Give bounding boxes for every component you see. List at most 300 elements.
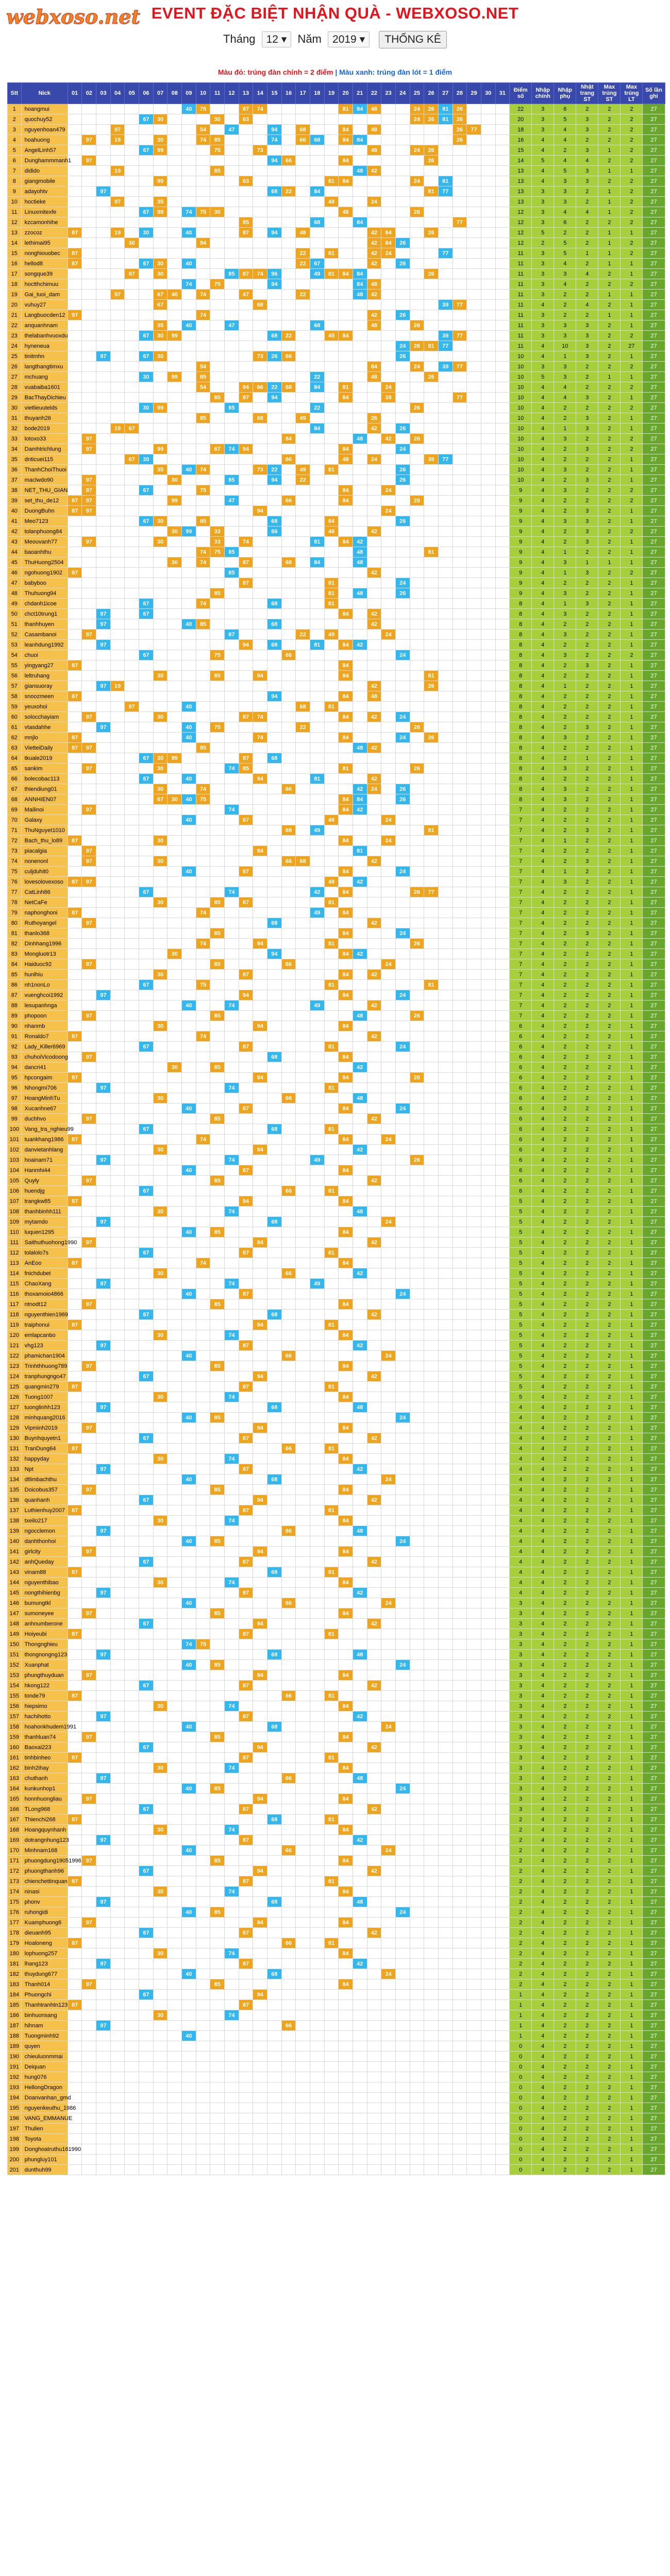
day-cell [395,1227,410,1238]
day-cell [424,846,439,856]
nick-link[interactable]: nguyenthien1969 [21,1310,68,1320]
nick-link[interactable]: yingyang27 [21,660,68,671]
nick-link[interactable]: solocchayiam [21,712,68,722]
day-cell [82,1258,96,1268]
day-cell: 67 [139,774,154,784]
stat-cell: 2 [598,1083,621,1093]
nick-link[interactable]: chuhoiVicodoong [21,1052,68,1062]
nick-link[interactable]: Galaxy [21,815,68,825]
day-cell [467,1165,481,1176]
day-cell [296,743,310,753]
nick-link[interactable]: nhanmb [21,1021,68,1031]
day-cell [424,1279,439,1289]
nick-link[interactable]: langthangtimxu [21,362,68,372]
day-cell: 81 [339,382,353,393]
stat-cell: 27 [643,928,665,939]
nick-link[interactable]: thuyanh26 [21,413,68,423]
nick-link[interactable]: Casambanoi [21,630,68,640]
nick-link[interactable]: vuabaiba1601 [21,382,68,393]
nick-link[interactable]: Xucanhne67 [21,1104,68,1114]
day-cell [125,166,139,176]
day-cell [424,588,439,599]
day-cell [267,217,282,228]
day-cell [167,238,182,248]
day-cell [481,1310,495,1320]
nick-link[interactable]: set_thu_de12 [21,496,68,506]
nick-link[interactable]: Meo7123 [21,516,68,527]
day-cell [453,1145,467,1155]
day-cell [82,228,96,238]
stat-cell: 4 [532,1238,554,1248]
nick-link[interactable]: luquen1295 [21,1227,68,1238]
nick-link[interactable]: thelabanhvuoxdu [21,331,68,341]
day-cell [353,1031,367,1042]
nick-link[interactable]: vuhuy27 [21,300,68,310]
stat-cell: 2 [598,125,621,135]
nick-link[interactable]: zzocoz [21,228,68,238]
day-cell [281,228,296,238]
stat-cell: 6 [510,1042,532,1052]
nick-link[interactable]: Meouvanh77 [21,537,68,547]
nick-link[interactable]: Lady_Killer6969 [21,1042,68,1052]
day-cell [167,743,182,753]
nick-link[interactable]: Damhtrichlung [21,444,68,454]
day-cell [210,1042,225,1052]
day-cell [410,310,424,320]
day-cell: 30 [153,1268,167,1279]
nick-link[interactable]: Mailinoi [21,805,68,815]
stat-cell: 1 [621,269,643,279]
day-cell [139,1289,154,1299]
nick-link[interactable]: quochuy52 [21,114,68,125]
day-cell [395,104,410,114]
nick-link[interactable]: snoozmeen [21,691,68,702]
day-cell [210,1320,225,1330]
nick-link[interactable]: dancri41 [21,1062,68,1073]
nick-link[interactable]: hoahuong [21,135,68,145]
nick-link[interactable]: AngelLinh57 [21,145,68,156]
day-cell [281,743,296,753]
day-cell: 81 [424,187,439,197]
nick-link[interactable]: lovesolovexoso [21,877,68,887]
day-cell [125,1114,139,1124]
nick-link[interactable]: lethimai95 [21,238,68,248]
day-cell [267,423,282,434]
day-cell [110,588,125,599]
day-cell [96,423,111,434]
nick-link[interactable]: HoangMinhTu [21,1093,68,1104]
stat-cell: 2 [621,176,643,187]
day-cell [324,867,339,877]
day-cell: 68 [267,599,282,609]
day-cell [267,825,282,836]
nick-link[interactable]: piacalgia [21,846,68,856]
day-cell [196,1062,210,1073]
day-cell [182,444,196,454]
table-row [8,681,665,691]
nick-link[interactable]: trangkw85 [21,1196,68,1207]
day-cell [467,970,481,980]
day-cell: 84 [367,362,381,372]
day-cell [239,1207,253,1217]
nick-link[interactable]: Dinhhang1996 [21,939,68,949]
row-number: 72 [8,836,22,846]
nick-link[interactable]: chdanh1icoe [21,599,68,609]
day-cell: 94 [267,279,282,290]
day-cell [125,259,139,269]
nick-link[interactable]: lotoxo33 [21,434,68,444]
day-cell: 30 [153,331,167,341]
day-cell [82,784,96,794]
day-cell [96,1011,111,1021]
day-cell [367,753,381,764]
stat-cell: 2 [554,403,576,413]
day-cell [395,300,410,310]
table-row [8,475,665,485]
nick-link[interactable]: Saithuthuohong1990 [21,1238,68,1248]
nick-link[interactable]: danvietanhlang [21,1145,68,1155]
day-cell [125,1001,139,1011]
day-cell [424,290,439,300]
nick-link[interactable]: huendjg [21,1186,68,1196]
nick-link[interactable]: bode2019 [21,423,68,434]
table-row [8,1186,665,1196]
day-cell [467,372,481,382]
day-cell [167,465,182,475]
nick-link[interactable]: dnticuei115 [21,454,68,465]
nick-link[interactable]: hoainam71 [21,1155,68,1165]
statistics-button[interactable]: THỐNG KÊ [379,31,447,48]
nick-link[interactable]: vhg123 [21,1341,68,1351]
nick-link[interactable]: nonenonl [21,856,68,867]
stat-cell: 1 [576,753,598,764]
day-cell [68,485,82,496]
day-cell [267,609,282,619]
nick-link[interactable]: Nhongmi706 [21,1083,68,1093]
day-cell [125,753,139,764]
day-cell [296,300,310,310]
day-cell [210,836,225,846]
stat-cell: 4 [554,135,576,145]
nick-link[interactable]: ThuHuong2504 [21,557,68,568]
stat-cell: 1 [554,351,576,362]
nick-link[interactable]: giansuoray [21,681,68,691]
day-cell: 68 [310,217,324,228]
nick-link[interactable]: AnEoo [21,1258,68,1268]
table-row [8,1217,665,1227]
nick-link[interactable]: sankim [21,764,68,774]
nick-link[interactable]: babyboo [21,578,68,588]
day-cell: 74 [225,764,239,774]
stat-cell: 2 [598,1114,621,1124]
nick-link[interactable]: hpcongaim [21,1073,68,1083]
day-cell [410,588,424,599]
day-cell [110,1227,125,1238]
day-cell [467,805,481,815]
nick-link[interactable]: leanhdung1992 [21,640,68,650]
day-cell [296,1021,310,1031]
day-cell [253,228,267,238]
day-cell [481,1093,495,1104]
day-cell [68,1093,82,1104]
nick-link[interactable]: Mongluotr13 [21,949,68,959]
stat-cell: 27 [643,310,665,320]
day-cell [225,197,239,207]
nick-link[interactable]: nonghiouobec [21,248,68,259]
stat-cell: 1 [621,815,643,825]
day-cell [324,1021,339,1031]
day-cell [68,794,82,805]
nick-link[interactable]: tuankhang1986 [21,1134,68,1145]
nick-link[interactable]: Gai_tuoi_dam [21,290,68,300]
nick-link[interactable]: CatLinh86 [21,887,68,897]
day-cell [424,1104,439,1114]
nick-link[interactable]: hunlhiu [21,970,68,980]
month-select[interactable] [262,31,292,47]
nick-link[interactable]: vietlieuutelds [21,403,68,413]
nick-link[interactable]: mchuang [21,372,68,382]
day-cell [381,1238,396,1248]
nick-link[interactable]: Dunghammmanh1 [21,156,68,166]
stat-cell: 4 [532,166,554,176]
nick-link[interactable]: Thuhuong94 [21,588,68,599]
day-cell [139,1062,154,1073]
day-cell [310,681,324,691]
nick-link[interactable]: songque39 [21,269,68,279]
day-cell [239,733,253,743]
stat-cell: 2 [598,733,621,743]
day-cell [96,516,111,527]
day-cell [410,1217,424,1227]
nick-link[interactable]: VietteiDaily [21,743,68,753]
day-cell [139,1268,154,1279]
row-number: 70 [8,815,22,825]
day-cell [410,217,424,228]
nick-link[interactable]: Linuxmitexfe [21,207,68,217]
day-cell [481,279,495,290]
day-cell [68,217,82,228]
day-cell [68,238,82,248]
nick-link[interactable]: ANNHIEN07 [21,794,68,805]
day-cell [182,372,196,382]
day-cell: 97 [82,485,96,496]
nick-link[interactable]: Quyly [21,1176,68,1186]
day-cell [281,939,296,949]
day-cell: 84 [339,671,353,681]
stat-cell: 3 [554,320,576,331]
nick-link[interactable]: BacThayDichieu [21,393,68,403]
nick-link[interactable]: Haiduoc92 [21,959,68,970]
day-cell [339,1320,353,1330]
nick-link[interactable]: traiphonui [21,1320,68,1330]
nick-link[interactable]: Langbuocden12 [21,310,68,320]
day-cell: 67 [139,331,154,341]
day-cell [453,279,467,290]
day-cell [324,1062,339,1073]
day-cell [182,949,196,959]
day-cell: 24 [381,630,396,640]
stat-cell: 2 [576,104,598,114]
day-cell [481,764,495,774]
nick-link[interactable]: Hanmhi44 [21,1165,68,1176]
nick-link[interactable]: Ronaldo7 [21,1031,68,1042]
day-cell [367,722,381,733]
day-cell: 35 [153,320,167,331]
nick-link[interactable]: tolalolo7s [21,1248,68,1258]
nick-link[interactable]: Ruthoyangel [21,918,68,928]
row-number: 87 [8,990,22,1001]
day-cell [481,1217,495,1227]
nick-link[interactable]: fnichdubet [21,1268,68,1279]
nick-link[interactable]: tolanphuong84 [21,527,68,537]
row-number: 90 [8,1021,22,1031]
nick-link[interactable]: mytamdo [21,1217,68,1227]
day-cell [167,1341,182,1351]
stat-cell: 2 [554,918,576,928]
day-cell [438,310,453,320]
stat-cell: 1 [621,454,643,465]
nick-link[interactable]: hoangmui [21,104,68,114]
nick-link[interactable]: culjduhit0 [21,867,68,877]
nick-link[interactable]: chuoi [21,650,68,660]
nick-link[interactable]: thiendiung01 [21,784,68,794]
day-cell [424,1176,439,1186]
nick-link[interactable]: anquanhnam [21,320,68,331]
day-cell [495,753,510,764]
day-cell [381,908,396,918]
nick-link[interactable]: thanhhuyen [21,619,68,630]
stat-cell: 5 [554,166,576,176]
nick-link[interactable]: vtasdahhe [21,722,68,733]
day-cell [182,238,196,248]
stat-cell: 2 [576,794,598,805]
day-cell: 42 [353,877,367,887]
nick-link[interactable]: leltruhang [21,671,68,681]
nick-link[interactable]: ChaoXang [21,1279,68,1289]
nick-link[interactable]: DuongBuhn [21,506,68,516]
day-cell [381,104,396,114]
day-cell [281,300,296,310]
day-cell [296,681,310,691]
stat-cell: 2 [576,897,598,908]
nick-link[interactable]: hellod8 [21,259,68,269]
stat-cell: 18 [510,125,532,135]
stat-cell: 2 [554,578,576,588]
day-cell: 67 [139,599,154,609]
nick-link[interactable]: emlapcanbo [21,1330,68,1341]
year-select[interactable] [328,31,370,47]
day-cell [410,1052,424,1062]
day-cell: 74 [253,733,267,743]
nick-link[interactable]: maclwdo90 [21,475,68,485]
nick-link[interactable]: yeuxohoi [21,702,68,712]
stat-cell: 3 [576,393,598,403]
nick-link[interactable]: giangmobile [21,176,68,187]
nick-link[interactable]: tinitmhn [21,351,68,362]
nick-link[interactable]: thanhbinhh111 [21,1207,68,1217]
day-cell [210,557,225,568]
header-stat: Max trúng ST [598,83,621,104]
nick-link[interactable]: ntnodt12 [21,1299,68,1310]
day-cell [110,248,125,259]
nick-link[interactable]: nh1nonLo [21,980,68,990]
day-cell [310,949,324,959]
day-cell [167,630,182,640]
day-cell [367,578,381,588]
nick-link[interactable]: mnjlo [21,733,68,743]
day-cell [182,1145,196,1155]
nick-link[interactable]: Bach_thu_lo89 [21,836,68,846]
nick-link[interactable]: ThanhChoiThuoi [21,465,68,475]
day-cell [253,640,267,650]
day-cell [267,1207,282,1217]
day-cell [353,671,367,681]
stat-cell: 2 [554,1021,576,1031]
stat-cell: 1 [621,691,643,702]
day-cell [324,1217,339,1227]
day-cell [225,1217,239,1227]
day-cell [453,1083,467,1093]
nick-link[interactable]: bolecobac113 [21,774,68,784]
nick-link[interactable]: NetCaFe [21,897,68,908]
nick-link[interactable]: hoctthchimuu [21,279,68,290]
nick-link[interactable]: nguyenhoan479 [21,125,68,135]
day-cell [410,259,424,269]
nick-link[interactable]: ThuNguyet1010 [21,825,68,836]
day-cell [281,970,296,980]
nick-link[interactable]: naphonghoni [21,908,68,918]
nick-link[interactable]: hoctieke [21,197,68,207]
nick-link[interactable]: lesupanhnga [21,1001,68,1011]
nick-link[interactable]: thanlo368 [21,928,68,939]
day-cell [139,300,154,310]
nick-link[interactable]: tkuale2019 [21,753,68,764]
nick-link[interactable]: hyneneua [21,341,68,351]
stat-cell: 2 [554,671,576,681]
day-cell: 48 [367,104,381,114]
day-cell [110,382,125,393]
day-cell [110,619,125,630]
day-cell: 30 [153,1093,167,1104]
day-cell [353,959,367,970]
day-cell [395,176,410,187]
stat-cell: 2 [576,918,598,928]
day-cell [324,166,339,176]
nick-link[interactable]: ngohuong1902 [21,568,68,578]
nick-link[interactable]: Vang_tra_nghieu99 [21,1124,68,1134]
nick-link[interactable]: duchhvo [21,1114,68,1124]
day-cell [196,1341,210,1351]
table-row [8,660,665,671]
nick-link[interactable]: vuenghcoi1992 [21,990,68,1001]
day-cell [438,774,453,784]
day-cell: 94 [253,506,267,516]
day-cell [339,527,353,537]
day-cell: 81 [310,774,324,784]
nick-link[interactable]: phopoon [21,1011,68,1021]
nick-link[interactable]: kzcamonhihe [21,217,68,228]
day-cell: 26 [395,465,410,475]
nick-link[interactable]: NET_THU_GIAN [21,485,68,496]
stat-cell: 4 [532,568,554,578]
table-row [8,897,665,908]
nick-link[interactable]: adayohtv [21,187,68,197]
nick-link[interactable]: didido [21,166,68,176]
nick-link[interactable]: thoxamoio4866 [21,1289,68,1299]
nick-link[interactable]: chct10trung1 [21,609,68,619]
stat-cell: 2 [554,702,576,712]
nick-link[interactable]: baoanhthu [21,547,68,557]
